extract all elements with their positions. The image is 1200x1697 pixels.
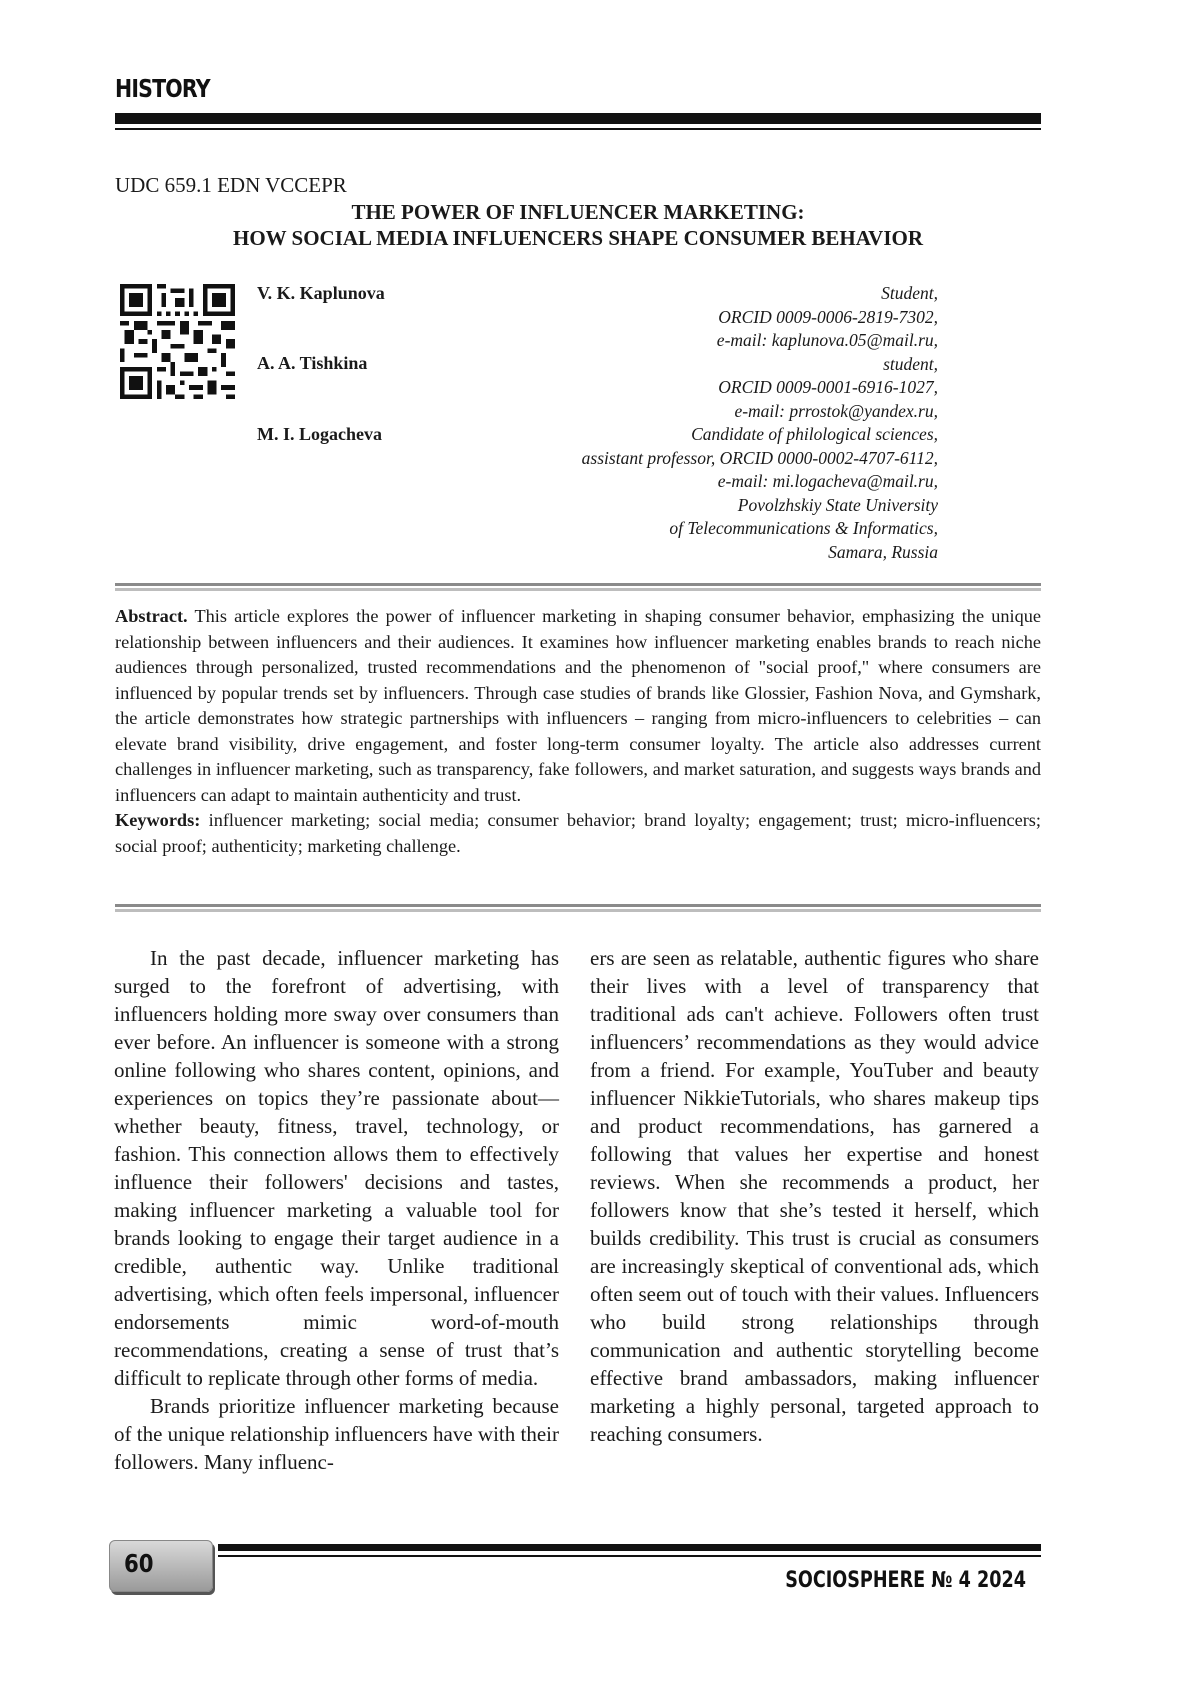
affiliation-line: Student, — [881, 283, 938, 303]
affiliation-line: of Telecommunications & Informatics, — [669, 518, 938, 538]
abstract-block — [115, 604, 1041, 859]
keywords — [115, 808, 1041, 859]
affiliation-line: Candidate of philological sciences, — [691, 424, 938, 444]
affiliation-line: Samara, Russia — [828, 541, 938, 562]
author-affiliations — [418, 282, 938, 564]
abstract-bottom-separator — [115, 904, 1041, 912]
article-title — [115, 199, 1041, 251]
body-paragraph: In the past decade, influencer marketing has surged to the forefront of advertising, with influencers holding more sway over consumers than ever before. An influencer is someone with a strong online following who shares content, opinions, and experiences on topics they’re passionate about—whether beauty, fitness, travel, technology, or fashion. This connection allows them to effectively influence their followers' decisions and tastes, making influencer marketing a valuable tool for brands looking to engage their target audience in a credible, authentic way. Unlike traditional advertising, which often feels impersonal, influencer endorsements mimic word-of-mouth recommendations, creating a sense of trust that’s difficult to replicate through other forms of media. — [114, 946, 559, 1390]
abstract-text: This article explores the power of influencer marketing in shaping consumer behavior, emphasizing the unique relationship between influencers and their audiences. It examines how influencer marketing enables brands to reach niche audiences through personalized, trusted recommendations and the phenomenon of "social proof," where consumers are influenced by popular trends set by influencers. Through case studies of brands like Glossier, Fashion Nova, and Gymshark, the article demonstrates how strategic partnerships with influencers – ranging from micro-influencers to celebrities – can elevate brand visibility, drive engagement, and foster long-term consumer loyalty. The article also addresses current challenges in influencer marketing, such as transparency, fake followers, and market saturation, and suggests ways brands and influencers can adapt to maintain authenticity and trust. — [115, 606, 1041, 805]
footer-rule-heavy — [218, 1544, 1041, 1551]
abstract-label: Abstract. — [115, 606, 188, 626]
keywords-text: influencer marketing; social media; consumer behavior; brand loyalty; engagement; trust; micro-influencers; social proof; authenticity; marketing challenge. — [115, 810, 1041, 856]
section-label: HISTORY — [115, 74, 210, 103]
page-number: 60 — [124, 1549, 154, 1578]
body-paragraph: Brands prioritize influencer marketing because of the unique relationship influencers have with their followers. Many influenc- — [114, 1394, 559, 1474]
affiliation-line: Povolzhskiy State University — [737, 494, 938, 515]
affiliation-line: student, — [883, 353, 938, 374]
footer-rule-thin — [218, 1555, 1041, 1557]
header-rule-heavy — [115, 113, 1041, 124]
affiliation-line: assistant professor, ORCID 0000-0002-4707-6112, — [581, 447, 938, 468]
affiliation-line: ORCID 0009-0006-2819-7302, — [718, 306, 938, 327]
title-line-2: HOW SOCIAL MEDIA INFLUENCERS SHAPE CONSUMER BEHAVIOR — [232, 226, 924, 250]
qr-code-icon — [120, 284, 235, 399]
affiliation-line: e-mail: kaplunova.05@mail.ru, — [716, 330, 938, 350]
udc-edn: UDC 659.1 EDN VCCEPR — [115, 173, 347, 197]
title-line-1: THE POWER OF INFLUENCER MARKETING: — [351, 200, 805, 224]
affiliation-line: e-mail: prrostok@yandex.ru, — [734, 400, 938, 421]
body-paragraph: ers are seen as relatable, authentic figures who share their lives with a level of transparency that traditional ads can't achieve. Followers often trust influencers’ recommendations as they would advice from a friend. For example, YouTuber and beauty influencer NikkieTutorials, who shares makeup tips and product recommendations, has garnered a following that values her expertise and honest reviews. When she recommends a product, her followers know that she’s tested it herself, which builds credibility. This trust is crucial as consumers are increasingly skeptical of conventional ads, which often seem out of touch with their values. Influencers who build strong relationships through communication and authentic storytelling become effective brand ambassadors, making influencer marketing a highly personal, targeted approach to reaching consumers. — [590, 946, 1039, 1446]
author-kaplunova: V. K. Kaplunova — [257, 283, 385, 303]
abstract — [115, 604, 1041, 808]
keywords-label: Keywords: — [115, 810, 201, 830]
body-column-left — [114, 944, 559, 1476]
body-column-right — [590, 944, 1039, 1448]
abstract-top-separator — [115, 583, 1041, 591]
journal-issue: SOCIOSPHERE № 4 2024 — [785, 1568, 1026, 1593]
header-rule-thin — [115, 128, 1041, 130]
author-logacheva: M. I. Logacheva — [257, 424, 382, 444]
affiliation-line: ORCID 0009-0001-6916-1027, — [718, 377, 938, 397]
author-tishkina: A. A. Tishkina — [257, 353, 368, 373]
affiliation-line: e-mail: mi.logacheva@mail.ru, — [717, 471, 938, 491]
